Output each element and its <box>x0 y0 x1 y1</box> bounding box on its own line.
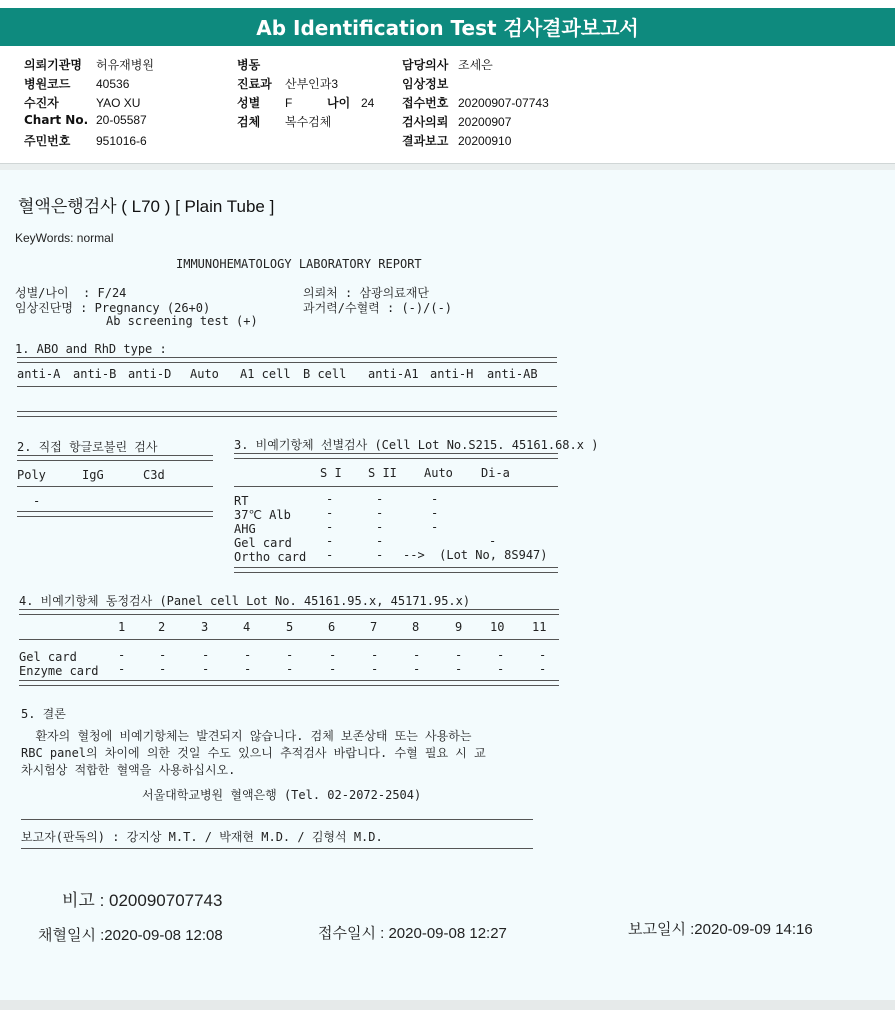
screen-cell: - <box>431 492 439 506</box>
resident-no-value: 951016-6 <box>96 134 147 148</box>
abo-rhd-title: 1. ABO and RhD type : <box>15 342 167 356</box>
rule <box>21 848 533 849</box>
conclusion-line: RBC panel의 차이에 의한 것일 수도 있으니 추적검사 바랍니다. 수혈 필요 시 교 <box>21 746 486 760</box>
abo-header-anti-b: anti-B <box>73 367 117 381</box>
bottom-bar <box>0 1000 895 1010</box>
panel-cell: - <box>244 648 252 662</box>
panel-col-header: 5 <box>286 620 294 634</box>
age-label: 나이 <box>327 96 351 110</box>
screen-row-label: Ortho card <box>234 550 307 564</box>
rule <box>17 511 213 517</box>
age-value: 24 <box>361 96 375 110</box>
panel-cell: - <box>118 662 126 676</box>
abo-header-anti-ab: anti-AB <box>487 367 538 381</box>
abo-header-anti-h: anti-H <box>430 367 474 381</box>
panel-col-header: 6 <box>328 620 336 634</box>
remark: 비고 : 020090707743 <box>62 891 223 910</box>
panel-cell: - <box>159 648 167 662</box>
test-request-value: 20200907 <box>458 115 512 129</box>
panel-cell: - <box>118 648 126 662</box>
panel-cell: - <box>413 662 421 676</box>
screen-cell: - <box>376 534 384 548</box>
reported-datetime: 보고일시 :2020-09-09 14:16 <box>628 921 813 938</box>
screen-cell: - <box>326 520 334 534</box>
panel-col-header: 8 <box>412 620 420 634</box>
rule <box>234 453 558 459</box>
clinical-diagnosis-2: Ab screening test (+) <box>106 314 258 328</box>
patient-value: YAO XU <box>96 96 141 110</box>
screen-cell: - <box>326 506 334 520</box>
specimen-value: 복수검체 <box>285 115 332 129</box>
antibody-screen-title: 3. 비예기항체 선별검사 (Cell Lot No.S215. 45161.68.x ) <box>234 438 599 452</box>
rule <box>19 680 559 686</box>
conclusion-line: 환자의 혈청에 비예기항체는 발견되지 않습니다. 검체 보존상태 또는 사용하는 <box>21 729 472 743</box>
result-report-value: 20200910 <box>458 134 512 148</box>
rule <box>17 455 213 461</box>
screen-cell: - <box>326 492 334 506</box>
section-title: 혈액은행검사 ( L70 ) [ Plain Tube ] <box>18 197 275 216</box>
screen-row-label: RT <box>234 494 249 508</box>
dat-header-igg: IgG <box>82 468 104 482</box>
panel-row-label: Gel card <box>19 650 77 664</box>
referrer: 의뢰처 : 삼광의료재단 <box>303 286 430 300</box>
panel-cell: - <box>497 662 505 676</box>
rule <box>19 609 559 615</box>
clinical-info-label: 임상정보 <box>402 77 449 91</box>
lab-title: IMMUNOHEMATOLOGY LABORATORY REPORT <box>176 257 422 271</box>
rule <box>234 486 558 487</box>
abo-header-b-cell: B cell <box>303 367 347 381</box>
abo-header-anti-a: anti-A <box>17 367 61 381</box>
chart-no-label: Chart No. <box>24 113 89 127</box>
panel-cell: - <box>329 662 337 676</box>
panel-col-header: 7 <box>370 620 378 634</box>
hospital-code-label: 병원코드 <box>24 77 71 91</box>
panel-cell: - <box>286 662 294 676</box>
rule <box>17 411 557 417</box>
dat-title: 2. 직접 항글로불린 검사 <box>17 440 158 454</box>
panel-cell: - <box>539 662 547 676</box>
screen-cell: - <box>431 506 439 520</box>
dat-poly-value: - <box>33 494 41 508</box>
rule <box>19 639 559 640</box>
panel-cell: - <box>202 648 210 662</box>
screen-cell: - <box>376 520 384 534</box>
panel-cell: - <box>329 648 337 662</box>
keywords: KeyWords: normal <box>15 231 114 245</box>
ortho-lot-note: --> (Lot No, 8S947) <box>403 548 548 562</box>
dat-header-c3d: C3d <box>143 468 165 482</box>
doctor-value: 조세은 <box>458 58 493 72</box>
hospital-name-label: 의뢰기관명 <box>24 58 82 72</box>
doctor-label: 담당의사 <box>402 58 449 72</box>
header-col2 <box>237 56 374 132</box>
panel-cell: - <box>497 648 505 662</box>
screen-header-s2: S II <box>368 466 397 480</box>
panel-col-header: 2 <box>158 620 166 634</box>
screen-cell: - <box>376 506 384 520</box>
hospital-code-value: 40536 <box>96 77 130 91</box>
screen-row-label: AHG <box>234 522 256 536</box>
accession-no-value: 20200907-07743 <box>458 96 549 110</box>
panel-cell: - <box>539 648 547 662</box>
report-body <box>0 170 895 1000</box>
rule <box>17 486 213 487</box>
screen-row-label: 37℃ Alb <box>234 508 291 522</box>
panel-col-header: 10 <box>490 620 505 634</box>
screen-cell: - <box>376 548 384 562</box>
panel-cell: - <box>455 648 463 662</box>
rule <box>21 819 533 820</box>
antibody-id-title: 4. 비예기항체 동정검사 (Panel cell Lot No. 45161.95.x, 45171.95.x) <box>19 594 471 608</box>
screen-header-auto: Auto <box>424 466 453 480</box>
collection-datetime: 채혈일시 :2020-09-08 12:08 <box>38 927 223 944</box>
screen-cell: - <box>431 520 439 534</box>
abo-header-auto: Auto <box>190 367 219 381</box>
resident-no-label: 주민번호 <box>24 134 71 148</box>
screen-cell: - <box>326 548 334 562</box>
sex-value: F <box>285 96 293 110</box>
screen-header-dia: Di-a <box>481 466 510 480</box>
test-request-label: 검사의뢰 <box>402 115 449 129</box>
panel-cell: - <box>202 662 210 676</box>
screen-cell: - <box>489 534 497 548</box>
panel-col-header: 9 <box>455 620 463 634</box>
blood-bank-contact: 서울대학교병원 혈액은행 (Tel. 02-2072-2504) <box>142 788 422 802</box>
header-col3 <box>402 56 549 151</box>
rule <box>17 357 557 363</box>
sex-label: 성별 <box>237 96 261 110</box>
sex-age: 성별/나이 : F/24 <box>15 286 127 300</box>
conclusion-title: 5. 결론 <box>21 707 66 721</box>
ward-label: 병동 <box>237 58 261 72</box>
department-label: 진료과 <box>237 77 272 91</box>
panel-cell: - <box>371 648 379 662</box>
panel-cell: - <box>413 648 421 662</box>
accession-no-label: 접수번호 <box>402 96 449 110</box>
specimen-label: 검체 <box>237 115 261 129</box>
header-divider <box>0 163 895 170</box>
department-value: 산부인과3 <box>285 77 339 91</box>
reporter: 보고자(판독의) : 강지상 M.T. / 박재현 M.D. / 김형석 M.D. <box>21 830 383 844</box>
rule <box>234 567 558 573</box>
panel-cell: - <box>455 662 463 676</box>
abo-header-a1-cell: A1 cell <box>240 367 291 381</box>
result-report-label: 결과보고 <box>402 134 449 148</box>
patient-label: 수진자 <box>24 96 59 110</box>
header-col1 <box>24 56 154 151</box>
panel-cell: - <box>159 662 167 676</box>
abo-header-anti-a1: anti-A1 <box>368 367 419 381</box>
panel-cell: - <box>371 662 379 676</box>
panel-row-label: Enzyme card <box>19 664 99 678</box>
panel-col-header: 1 <box>118 620 126 634</box>
dat-header-poly: Poly <box>17 468 46 482</box>
panel-col-header: 4 <box>243 620 251 634</box>
received-datetime: 접수일시 : 2020-09-08 12:27 <box>318 925 507 942</box>
screen-cell: - <box>376 492 384 506</box>
screen-header-s1: S I <box>320 466 342 480</box>
conclusion-line: 차시험상 적합한 혈액을 사용하십시오. <box>21 763 236 777</box>
transfusion-history: 과거력/수혈력 : (-)/(-) <box>303 301 453 315</box>
panel-col-header: 3 <box>201 620 209 634</box>
panel-col-header: 11 <box>532 620 547 634</box>
abo-header-anti-d: anti-D <box>128 367 172 381</box>
screen-cell: - <box>326 534 334 548</box>
chart-no-value: 20-05587 <box>96 113 147 127</box>
hospital-name-value: 허유재병원 <box>96 58 154 72</box>
rule <box>17 386 557 387</box>
clinical-diagnosis: 임상진단명 : Pregnancy (26+0) <box>15 301 211 315</box>
panel-cell: - <box>286 648 294 662</box>
panel-cell: - <box>244 662 252 676</box>
report-title: Ab Identification Test 검사결과보고서 <box>0 8 895 46</box>
screen-row-label: Gel card <box>234 536 292 550</box>
